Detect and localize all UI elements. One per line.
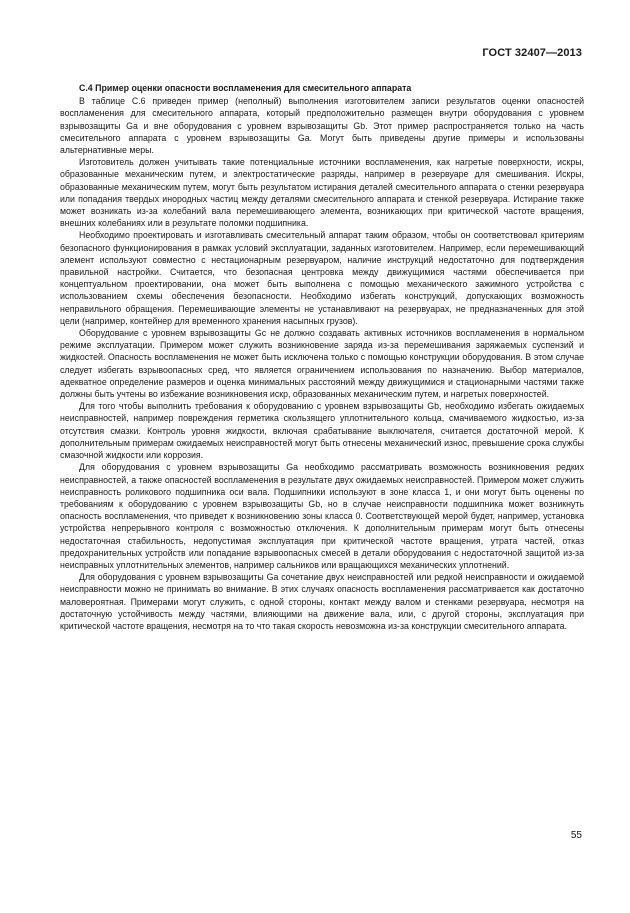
paragraph-3: Необходимо проектировать и изготавливать смесительный аппарат таким образом, чтобы он соответствовал критериям безопасного функционирования в рамках условий эксплуатации, заданных изготовителем. Например, если перемешивающий элемент используют совместно с нестационарным резервуаром, наличие инструкций недостаточно для подтверждения правильной настройки. Считается, что безопасная центровка между движущимися частями обеспечивается при концептуальном проектировании, она может быть выполнена с помощью механического зажимного устройства с использованием схемы обеспечения безопасности. Необходимо избегать конструкций, допускающих возможность неправильного обращения. Перемешивающие элементы не устанавливают на резервуарах, не предназначенных для этой цели (например, контейнер для временного хранения насыпных грузов). [60,230,584,326]
paragraph-6: Для оборудования с уровнем взрывозащиты Ga необходимо рассматривать возможность возникновения редких неисправностей, а также опасностей воспламенения в результате двух ожидаемых неисправностей. Примером может служить неисправность роликового подшипника оси вала. Подшипники используют в зоне класса 1, и они могут быть оценены по требованиям к оборудованию с уровнем взрывозащиты Gb, но в случае неисправности подшипника может возникнуть опасность воспламенения, что приведет к возникновению зоны класса 0. Соответствующей мерой будет, например, установка устройства непрерывного контроля с возможностью отключения. К дополнительным примерам могут быть отнесены недостаточная стабильность, недопустимая эксплуатация при критической частоте вращения, утрата частей, отказ предохранительных устройств или попадание взрывоопасных смесей в детали оборудования с недостаточной защитой из-за неисправных уплотнительных элементов, например сальников или вращающихся механических уплотнений. [60,462,584,570]
paragraph-4: Оборудование с уровнем взрывозащиты Gc не должно создавать активных источников воспламенения в нормальном режиме эксплуатации. Примером может служить возникновение заряда из-за перемешивания заряжаемых суспензий и жидкостей. Опасность воспламенения не может быть исключена только с помощью конструкции оборудования. В этом случае следует избегать взрывоопасных сред, что является ограничением использования по назначению. Выбор материалов, адекватное определение размеров и оценка минимальных расстояний между движущимися и стационарными частями также должны быть учтены во избежание возникновения искр, образованных механическим путем, и нагретых поверхностей. [60,328,584,400]
paragraph-5: Для того чтобы выполнить требования к оборудованию с уровнем взрывозащиты Gb, необходимо избегать ожидаемых неисправностей, например повреждения герметика скользящего уплотнительного кольца, смачиваемого жидкостью, из-за отсутствия смазки. Контроль уровня жидкости, включая срабатывание выключателя, считается достаточной мерой. К дополнительным примерам ожидаемых неисправностей могут быть отнесены механический износ, превышение срока службы смазочной жидкости или коррозия. [60,401,584,461]
standard-header: ГОСТ 32407—2013 [482,47,582,59]
section-body [60,82,584,632]
paragraph-7: Для оборудования с уровнем взрывозащиты Ga сочетание двух неисправностей или редкой неисправности и ожидаемой неисправности можно не принимать во внимание. В этих случаях опасность воспламенения рассматривается как достаточно маловероятная. Примерами могут служить, с одной стороны, контакт между валом и стенками резервуара, несмотря на достаточную устойчивость между частями, влияющими на движение вала, или, с другой стороны, эксплуатация при критической частоте вращения, несмотря на то что такая скорость невозможна из-за конструкции смесительного аппарата. [60,572,584,631]
paragraph-1: В таблице С.6 приведен пример (неполный) выполнения изготовителем записи результатов оценки опасностей воспламенения для смесительного аппарата, который предположительно размещен внутри оборудования с уровнем взрывозащиты Ga и вне оборудования с уровнем взрывозащиты Gb. Этот пример распространяется только на часть смесительного аппарата с уровнем взрывозащиты Ga. Могут быть приведены другие примеры и использованы альтернативные меры. [60,96,584,156]
paragraph-2: Изготовитель должен учитывать такие потенциальные источники воспламенения, как нагретые поверхности, искры, образованные механическим путем, и электростатические разряды, например в резервуаре для смешивания. Искры, образованные механическим путем, могут быть результатом истирания деталей смесительного аппарата о стенки резервуара или попадания твердых инородных частиц между деталями смесительного аппарата и стенкой резервуара. Истирание также может возникать из-за колебаний вала перемешивающего элемента, возникающих при критической частоте вращения, внешних колебаниях или в результате поломки подшипника. [60,157,584,229]
page-number: 55 [570,830,582,841]
section-title: С.4 Пример оценки опасности воспламенения для смесительного аппарата [79,83,412,93]
